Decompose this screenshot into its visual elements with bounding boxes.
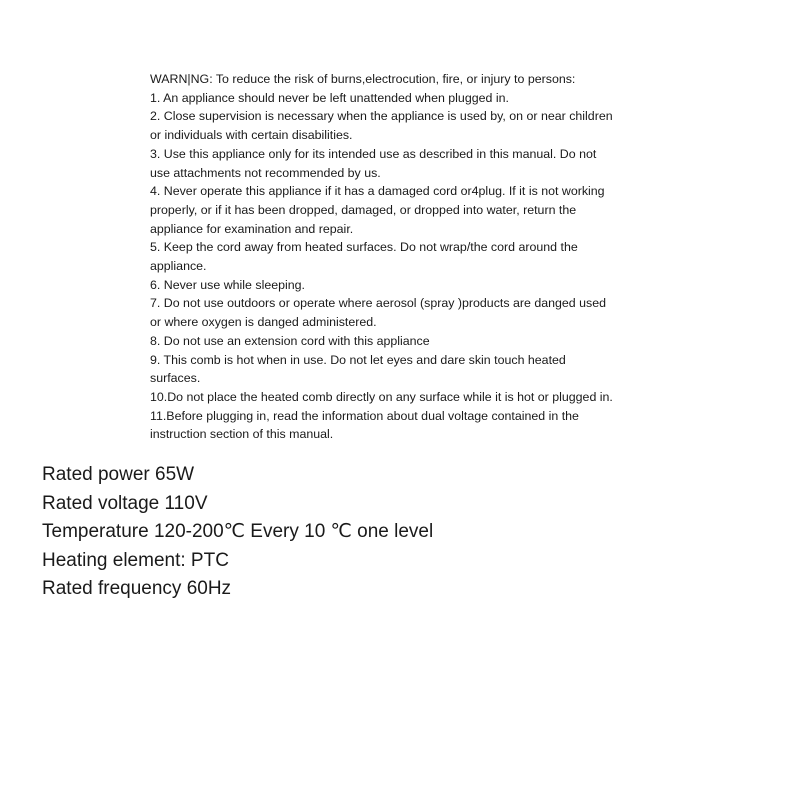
warning-line: 7. Do not use outdoors or operate where aerosol (spray )products are danged used — [150, 296, 606, 311]
warning-line: use attachments not recommended by us. — [150, 165, 381, 180]
spec-rated-power: Rated power 65W — [42, 464, 195, 485]
warning-line: 9. This comb is hot when in use. Do not let eyes and dare skin touch heated — [150, 352, 566, 367]
warning-line: 11.Before plugging in, read the information about dual voltage contained in the — [150, 408, 579, 423]
warning-text-block — [150, 70, 650, 444]
spec-rated-frequency: Rated frequency 60Hz — [42, 578, 232, 599]
warning-line: appliance for examination and repair. — [150, 221, 354, 236]
warning-line: appliance. — [150, 259, 207, 274]
warning-line: 6. Never use while sleeping. — [150, 277, 305, 292]
spec-temperature: Temperature 120-200℃ Every 10 ℃ one level — [42, 521, 434, 542]
spec-heating-element: Heating element: PTC — [42, 549, 229, 571]
warning-heading: WARN|NG: To reduce the risk of burns,electrocution, fire, or injury to persons: — [150, 72, 576, 86]
warning-line: 5. Keep the cord away from heated surfaces. Do not wrap/the cord around the — [150, 240, 578, 255]
warning-line: 4. Never operate this appliance if it has a damaged cord or4plug. If it is not working — [150, 184, 605, 199]
warning-line: instruction section of this manual. — [150, 427, 334, 442]
warning-line: 2. Close supervision is necessary when the appliance is used by, on or near children — [150, 109, 613, 124]
warning-line: or individuals with certain disabilities. — [150, 128, 353, 143]
warning-line: or where oxygen is danged administered. — [150, 315, 377, 330]
warning-line: surfaces. — [150, 371, 201, 386]
warning-line: 3. Use this appliance only for its intended use as described in this manual. Do not — [150, 146, 597, 161]
specifications-block — [42, 461, 742, 604]
warning-line: properly, or if it has been dropped, damaged, or dropped into water, return the — [150, 202, 577, 217]
warning-line: 1. An appliance should never be left unattended when plugged in. — [150, 90, 509, 105]
warning-line: 8. Do not use an extension cord with this appliance — [150, 333, 430, 348]
spec-rated-voltage: Rated voltage 110V — [42, 492, 208, 514]
warning-line: 10.Do not place the heated comb directly on any surface while it is hot or plugged in. — [150, 389, 613, 404]
